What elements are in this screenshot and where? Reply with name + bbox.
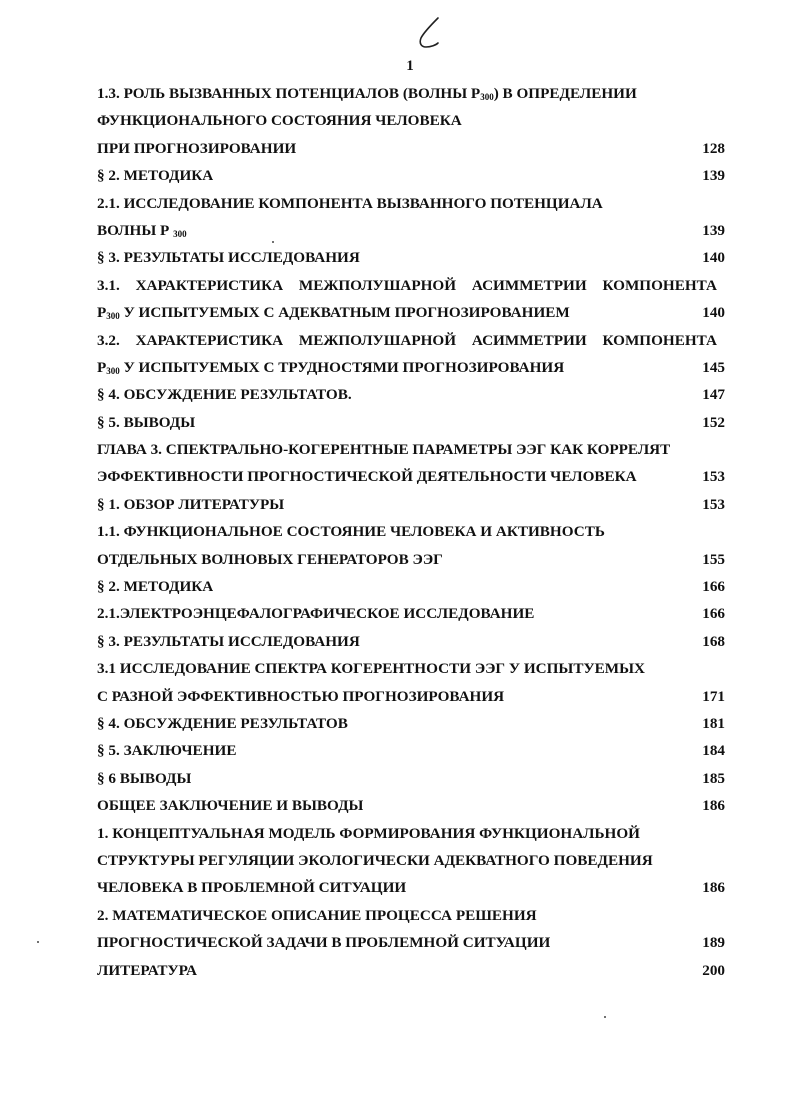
toc-entry-title — [97, 80, 637, 107]
toc-entry-text-suffix: ) В ОПРЕДЕЛЕНИИ — [493, 85, 637, 102]
toc-entry — [97, 244, 725, 271]
toc-entry-page: 140 — [702, 304, 725, 322]
toc-entry — [97, 272, 725, 299]
toc-entry-title — [97, 244, 360, 271]
toc-entry-text: § 5. ВЫВОДЫ — [97, 413, 196, 431]
toc-entry-text: § 2. МЕТОДИКА — [97, 167, 214, 185]
toc-entry-title — [97, 354, 564, 381]
toc-entry — [97, 929, 725, 956]
toc-entry-subscript: 300 — [173, 228, 187, 239]
toc-entry-text: 2.1.ЭЛЕКТРОЭНЦЕФАЛОГРАФИЧЕСКОЕ ИССЛЕДОВАНИЕ — [97, 605, 535, 623]
toc-entry-title — [97, 518, 605, 545]
toc-entry — [97, 107, 725, 134]
toc-entry-text-suffix: У ИСПЫТУЕМЫХ С ТРУДНОСТЯМИ ПРОГНОЗИРОВАНИЯ — [119, 358, 565, 376]
toc-entry — [97, 518, 725, 545]
toc-entry — [97, 902, 725, 929]
scan-speck — [604, 1016, 606, 1018]
toc-entry-title — [97, 299, 570, 326]
toc-entry-page: 171 — [702, 687, 725, 705]
toc-entry-text: § 2. МЕТОДИКА — [97, 578, 214, 596]
toc-entry — [97, 600, 725, 627]
toc-entry — [97, 765, 725, 792]
toc-entry-page: 152 — [702, 413, 725, 431]
toc-entry — [97, 573, 725, 600]
toc-entry-title — [97, 737, 236, 764]
toc-entry-page: 186 — [702, 879, 725, 897]
toc-entry-text: СТРУКТУРЫ РЕГУЛЯЦИИ ЭКОЛОГИЧЕСКИ АДЕКВАТНОГО ПОВЕДЕНИЯ — [97, 851, 653, 869]
toc-entry-text: § 5. ЗАКЛЮЧЕНИЕ — [97, 742, 237, 760]
toc-entry-page: 153 — [702, 495, 725, 513]
toc-entry — [97, 874, 725, 901]
toc-entry — [97, 491, 725, 518]
toc-entry — [97, 436, 725, 463]
toc-entry-page: 168 — [702, 632, 725, 650]
toc-entry-title — [97, 135, 296, 162]
toc-entry-page: 140 — [702, 249, 725, 267]
toc-entry-title — [97, 710, 348, 737]
toc-entry-text: С РАЗНОЙ ЭФФЕКТИВНОСТЬЮ ПРОГНОЗИРОВАНИЯ — [97, 687, 505, 705]
toc-entry — [97, 80, 725, 107]
toc-entry — [97, 463, 725, 490]
toc-entry — [97, 409, 725, 436]
toc-entry-page: 145 — [702, 358, 725, 376]
toc-entry — [97, 190, 725, 217]
toc-entry-text: Р — [97, 358, 107, 376]
toc-entry-title — [97, 190, 603, 217]
toc-entry-page: 139 — [702, 167, 725, 185]
toc-entry — [97, 135, 725, 162]
toc-entry — [97, 546, 725, 573]
toc-entry — [97, 628, 725, 655]
toc-entry-title — [97, 327, 717, 354]
toc-entry-subscript: 300 — [106, 311, 120, 322]
toc-entry-title — [97, 902, 537, 929]
toc-entry-page: 181 — [702, 714, 725, 732]
toc-entry — [97, 792, 725, 819]
toc-entry-text: 3.1. ХАРАКТЕРИСТИКА МЕЖПОЛУШАРНОЙ АСИММЕТРИИ КОМПОНЕНТА — [97, 276, 717, 294]
toc-entry-title — [97, 874, 406, 901]
toc-entry-text: ЭФФЕКТИВНОСТИ ПРОГНОСТИЧЕСКОЙ ДЕЯТЕЛЬНОСТИ ЧЕЛОВЕКА — [97, 468, 637, 486]
toc-entry — [97, 820, 725, 847]
toc-entry-title — [97, 957, 197, 984]
toc-entry-text: § 1. ОБЗОР ЛИТЕРАТУРЫ — [97, 495, 285, 513]
toc-entry-title — [97, 381, 352, 408]
toc-entry-title — [97, 409, 195, 436]
toc-entry-title — [97, 463, 637, 490]
toc-entry-page: 186 — [702, 797, 725, 815]
toc-entry-text: 3.1 ИССЛЕДОВАНИЕ СПЕКТРА КОГЕРЕНТНОСТИ ЭЭГ У ИСПЫТУЕМЫХ — [97, 660, 645, 678]
toc-entry-page: 166 — [702, 578, 725, 596]
toc-entry-text: Р — [97, 304, 107, 322]
toc-entry-page: 153 — [702, 468, 725, 486]
toc-entry-text: 2. МАТЕМАТИЧЕСКОЕ ОПИСАНИЕ ПРОЦЕССА РЕШЕНИЯ — [97, 906, 537, 924]
toc-entry-title — [97, 655, 645, 682]
toc-entry-title — [97, 162, 213, 189]
toc-entry-text: 1.1. ФУНКЦИОНАЛЬНОЕ СОСТОЯНИЕ ЧЕЛОВЕКА И АКТИВНОСТЬ — [97, 523, 605, 541]
toc-entry-text: ОБЩЕЕ ЗАКЛЮЧЕНИЕ И ВЫВОДЫ — [97, 797, 364, 815]
toc-entry — [97, 354, 725, 381]
toc-entry — [97, 299, 725, 326]
toc-entry-text: ЧЕЛОВЕКА В ПРОБЛЕМНОЙ СИТУАЦИИ — [97, 879, 407, 897]
toc-entry-text: 3.2. ХАРАКТЕРИСТИКА МЕЖПОЛУШАРНОЙ АСИММЕТРИИ КОМПОНЕНТА — [97, 331, 717, 349]
scan-speck — [272, 241, 274, 243]
toc-entry — [97, 710, 725, 737]
toc-entry-title — [97, 491, 284, 518]
toc-entry-page: 185 — [702, 769, 725, 787]
toc-entry-text-suffix: У ИСПЫТУЕМЫХ С АДЕКВАТНЫМ ПРОГНОЗИРОВАНИЕМ — [119, 304, 570, 322]
toc-entry — [97, 847, 725, 874]
toc-entry — [97, 957, 725, 984]
toc-entry-page: 189 — [702, 934, 725, 952]
toc-entry-subscript: 300 — [480, 92, 494, 102]
toc-entry-page: 200 — [702, 961, 725, 979]
toc-entry-text: § 6 ВЫВОДЫ — [97, 769, 192, 787]
toc-entry-page: 184 — [702, 742, 725, 760]
toc-entry-text: § 3. РЕЗУЛЬТАТЫ ИССЛЕДОВАНИЯ — [97, 249, 360, 267]
toc-entry-title — [97, 765, 191, 792]
toc-entry-text: 1.3. РОЛЬ ВЫЗВАННЫХ ПОТЕНЦИАЛОВ (ВОЛНЫ P — [97, 85, 481, 102]
toc-entry-title — [97, 792, 363, 819]
toc-entry-title — [97, 436, 670, 463]
toc-entry — [97, 683, 725, 710]
toc-entry — [97, 327, 725, 354]
toc-entry-page: 128 — [702, 139, 725, 157]
toc-entry-title — [97, 107, 462, 134]
toc-entry-title — [97, 546, 443, 573]
toc-entry-title — [97, 683, 504, 710]
toc-entry-text: ФУНКЦИОНАЛЬНОГО СОСТОЯНИЯ ЧЕЛОВЕКА — [97, 112, 462, 130]
toc-entry-text: 1. КОНЦЕПТУАЛЬНАЯ МОДЕЛЬ ФОРМИРОВАНИЯ ФУНКЦИОНАЛЬНОЙ — [97, 824, 640, 842]
toc-entry — [97, 217, 725, 244]
toc-entry-page: 166 — [702, 605, 725, 623]
toc-entry-title — [97, 272, 717, 299]
toc-entry-text: ПРИ ПРОГНОЗИРОВАНИИ — [97, 139, 297, 157]
toc-entry-text: ГЛАВА 3. СПЕКТРАЛЬНО-КОГЕРЕНТНЫЕ ПАРАМЕТРЫ ЭЭГ КАК КОРРЕЛЯТ — [97, 441, 671, 459]
toc-entry-text: ЛИТЕРАТУРА — [97, 961, 197, 979]
toc-entry-text: § 3. РЕЗУЛЬТАТЫ ИССЛЕДОВАНИЯ — [97, 632, 360, 650]
toc-entry-subscript: 300 — [106, 365, 120, 376]
toc-entry-page: 139 — [702, 221, 725, 239]
toc-entry-page: 147 — [702, 386, 725, 404]
toc-entry — [97, 162, 725, 189]
toc-entry-title — [97, 217, 187, 244]
toc-entry-text: 2.1. ИССЛЕДОВАНИЕ КОМПОНЕНТА ВЫЗВАННОГО ПОТЕНЦИАЛА — [97, 194, 603, 212]
toc-entry-title — [97, 628, 360, 655]
toc-entry — [97, 655, 725, 682]
toc-entry-title — [97, 847, 653, 874]
toc-entry-text: ОТДЕЛЬНЫХ ВОЛНОВЫХ ГЕНЕРАТОРОВ ЭЭГ — [97, 550, 443, 568]
scan-speck — [37, 941, 39, 943]
toc-entry-page: 155 — [702, 550, 725, 568]
toc-entry-title — [97, 573, 213, 600]
toc-entry-title — [97, 929, 550, 956]
toc-entry-title — [97, 820, 640, 847]
toc-entry — [97, 737, 725, 764]
page-number: 1 — [406, 58, 414, 74]
toc-entry-text: § 4. ОБСУЖДЕНИЕ РЕЗУЛЬТАТОВ. — [97, 386, 352, 404]
toc-entry-text: ПРОГНОСТИЧЕСКОЙ ЗАДАЧИ В ПРОБЛЕМНОЙ СИТУАЦИИ — [97, 934, 551, 952]
toc-entry — [97, 381, 725, 408]
toc-entry-text: ВОЛНЫ Р — [97, 221, 174, 239]
handwritten-check-icon — [412, 16, 452, 56]
toc-entry-text: § 4. ОБСУЖДЕНИЕ РЕЗУЛЬТАТОВ — [97, 714, 348, 732]
toc-entry-title — [97, 600, 534, 627]
table-of-contents — [97, 80, 725, 984]
